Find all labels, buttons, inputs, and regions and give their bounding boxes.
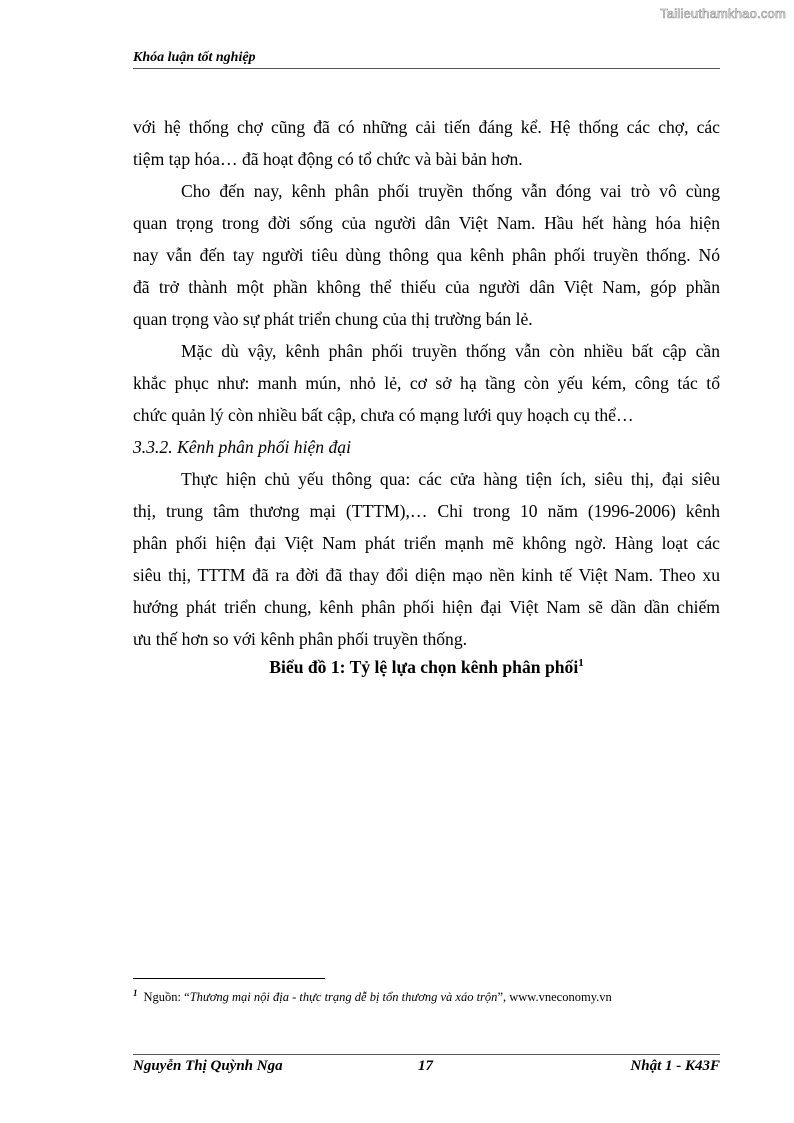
- text-line: ưu thế hơn so với kênh phân phối truyền thống.: [133, 629, 468, 649]
- text-line: quan trọng vào sự phát triển chung của thị trường bán lẻ.: [133, 309, 533, 329]
- footnote-divider: [133, 978, 325, 979]
- text-line: thị, trung tâm thương mại (TTTM),… Chỉ trong 10 năm (1996-2006) kênh: [133, 501, 720, 521]
- text-line: chức quản lý còn nhiều bất cập, chưa có mạng lưới quy hoạch cụ thể…: [133, 405, 634, 425]
- footnote-prefix: Nguồn: “: [143, 990, 190, 1005]
- footnote-ref: 1: [578, 657, 584, 670]
- text-line: Cho đến nay, kênh phân phối truyền thống vẫn đóng vai trò vô cùng: [181, 181, 720, 201]
- body-text: [133, 114, 720, 658]
- text-line: đã trở thành một phần không thể thiếu của người dân Việt Nam, góp phần: [133, 277, 720, 297]
- footnote-mark: 1: [133, 988, 138, 998]
- text-line: tiệm tạp hóa… đã hoạt động có tổ chức và bài bản hơn.: [133, 149, 523, 169]
- text-line: quan trọng trong đời sống của người dân Việt Nam. Hầu hết hàng hóa hiện: [133, 213, 720, 233]
- chart-caption-text: Biểu đồ 1: Tỷ lệ lựa chọn kênh phân phối: [269, 657, 579, 677]
- text-line: với hệ thống chợ cũng đã có những cải tiến đáng kể. Hệ thống các chợ, các: [133, 117, 720, 137]
- text-line: siêu thị, TTTM đã ra đời đã thay đổi diện mạo nền kinh tế Việt Nam. Theo xu: [133, 565, 720, 585]
- text-line: nay vẫn đến tay người tiêu dùng thông qua kênh phân phối truyền thống. Nó: [133, 245, 720, 265]
- text-line: Mặc dù vậy, kênh phân phối truyền thống vẫn còn nhiều bất cập cần: [181, 341, 720, 361]
- watermark: Tailieuthamkhao.com: [660, 6, 786, 21]
- section-heading: 3.3.2. Kênh phân phối hiện đại: [133, 437, 351, 457]
- text-line: hướng phát triển chung, kênh phân phối hiện đại Việt Nam sẽ dần dần chiếm: [133, 597, 720, 617]
- text-line: Thực hiện chủ yếu thông qua: các cửa hàng tiện ích, siêu thị, đại siêu: [181, 469, 720, 489]
- page-number: 17: [418, 1058, 433, 1074]
- footer-class: Nhật 1 - K43F: [630, 1058, 720, 1074]
- text-line: khắc phục như: manh mún, nhỏ lẻ, cơ sở hạ tầng còn yếu kém, công tác tổ: [133, 373, 720, 393]
- footnote-title: Thương mại nội địa - thực trạng dễ bị tổn thương và xáo trộn: [189, 990, 498, 1005]
- footer-author: Nguyễn Thị Quỳnh Nga: [133, 1058, 283, 1074]
- footnote-suffix: ”, www.vneconomy.vn: [497, 990, 612, 1005]
- running-header: Khóa luận tốt nghiệp: [133, 50, 720, 69]
- footer-divider: [133, 1054, 720, 1055]
- footnote: [133, 988, 612, 1005]
- text-line: phân phối hiện đại Việt Nam phát triển mạnh mẽ không ngờ. Hàng loạt các: [133, 533, 720, 553]
- chart-caption: [133, 657, 720, 678]
